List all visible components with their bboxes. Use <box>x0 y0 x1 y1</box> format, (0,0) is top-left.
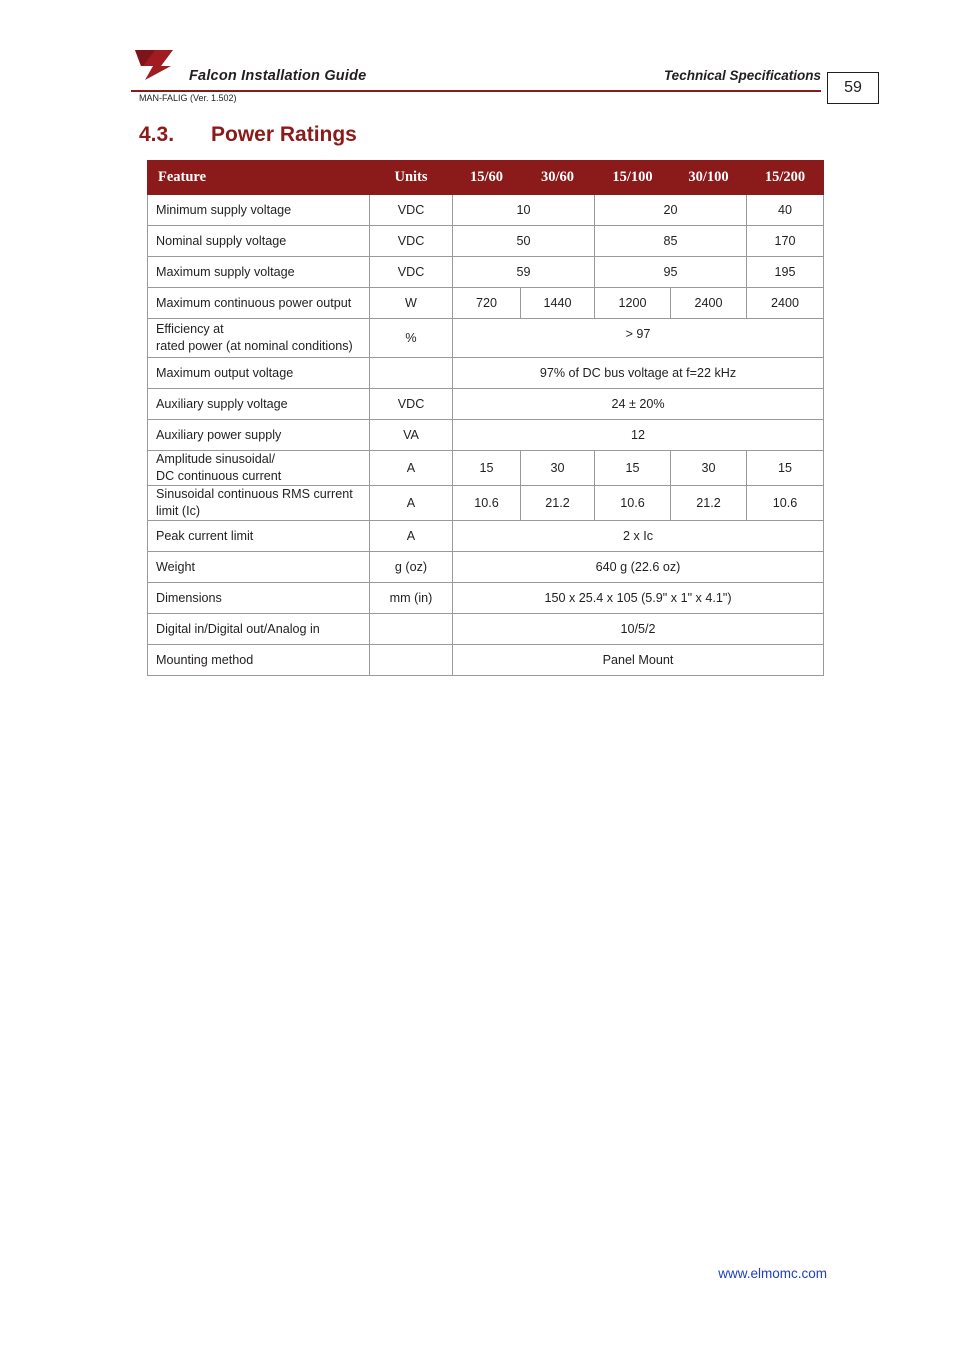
table-row <box>148 257 824 288</box>
column-header-units: Units <box>370 161 453 195</box>
cell-value: 170 <box>747 226 824 257</box>
cell-value: > 97 <box>453 319 824 358</box>
table-row <box>148 552 824 583</box>
cell-value: 640 g (22.6 oz) <box>453 552 824 583</box>
table-row <box>148 614 824 645</box>
cell-feature: Auxiliary power supply <box>148 420 370 451</box>
cell-value: 1440 <box>521 288 595 319</box>
table-row <box>148 319 824 358</box>
cell-feature: Weight <box>148 552 370 583</box>
column-header-15-60: 15/60 <box>453 161 521 195</box>
cell-feature: Auxiliary supply voltage <box>148 389 370 420</box>
cell-feature: Minimum supply voltage <box>148 195 370 226</box>
cell-value: 10 <box>453 195 595 226</box>
cell-value: 15 <box>453 451 521 486</box>
cell-value: 97% of DC bus voltage at f=22 kHz <box>453 358 824 389</box>
table-row <box>148 521 824 552</box>
column-header-15-100: 15/100 <box>595 161 671 195</box>
cell-units: % <box>370 319 453 358</box>
cell-value: 2400 <box>671 288 747 319</box>
power-ratings-table <box>147 160 823 676</box>
cell-units: VDC <box>370 195 453 226</box>
cell-feature: Sinusoidal continuous RMS current limit (Ic) <box>148 486 370 521</box>
table-row <box>148 358 824 389</box>
cell-units: mm (in) <box>370 583 453 614</box>
cell-value: 10.6 <box>453 486 521 521</box>
cell-value: 95 <box>595 257 747 288</box>
cell-units: VDC <box>370 226 453 257</box>
cell-feature: Peak current limit <box>148 521 370 552</box>
header-divider <box>131 90 821 92</box>
page-number: 59 <box>827 72 879 104</box>
table-header-row <box>148 161 824 195</box>
cell-feature: Dimensions <box>148 583 370 614</box>
cell-feature: Digital in/Digital out/Analog in <box>148 614 370 645</box>
table-row <box>148 195 824 226</box>
table-row <box>148 451 824 486</box>
cell-value: 30 <box>671 451 747 486</box>
cell-value: 12 <box>453 420 824 451</box>
cell-value: Panel Mount <box>453 645 824 676</box>
cell-units: VDC <box>370 389 453 420</box>
header-document-title: Falcon Installation Guide <box>189 68 367 84</box>
cell-value: 85 <box>595 226 747 257</box>
table-row <box>148 420 824 451</box>
cell-value: 15 <box>747 451 824 486</box>
table-row <box>148 583 824 614</box>
cell-value: 10/5/2 <box>453 614 824 645</box>
table-row <box>148 645 824 676</box>
table-row <box>148 288 824 319</box>
cell-feature: Maximum output voltage <box>148 358 370 389</box>
section-heading-text: Power Ratings <box>211 123 357 146</box>
page-title <box>139 123 357 147</box>
cell-value: 50 <box>453 226 595 257</box>
cell-units: W <box>370 288 453 319</box>
cell-units: A <box>370 486 453 521</box>
cell-units: A <box>370 451 453 486</box>
table-row <box>148 486 824 521</box>
cell-value: 720 <box>453 288 521 319</box>
cell-value: 21.2 <box>671 486 747 521</box>
cell-feature: Maximum continuous power output <box>148 288 370 319</box>
cell-feature: Maximum supply voltage <box>148 257 370 288</box>
cell-value: 2400 <box>747 288 824 319</box>
cell-feature: Amplitude sinusoidal/ DC continuous current <box>148 451 370 486</box>
footer-website-link[interactable]: www.elmomc.com <box>718 1266 827 1281</box>
cell-units <box>370 645 453 676</box>
cell-value: 24 ± 20% <box>453 389 824 420</box>
cell-value: 40 <box>747 195 824 226</box>
cell-value: 2 x Ic <box>453 521 824 552</box>
column-header-15-200: 15/200 <box>747 161 824 195</box>
cell-value: 195 <box>747 257 824 288</box>
cell-value: 150 x 25.4 x 105 (5.9" x 1" x 4.1") <box>453 583 824 614</box>
elmo-logo-icon <box>131 48 183 82</box>
cell-feature: Efficiency at rated power (at nominal conditions) <box>148 319 370 358</box>
header-chapter-title: Technical Specifications <box>663 68 821 83</box>
cell-units: VA <box>370 420 453 451</box>
cell-value: 10.6 <box>595 486 671 521</box>
cell-feature: Mounting method <box>148 645 370 676</box>
table-row <box>148 389 824 420</box>
cell-feature: Nominal supply voltage <box>148 226 370 257</box>
cell-value: 15 <box>595 451 671 486</box>
cell-units <box>370 614 453 645</box>
cell-value: 59 <box>453 257 595 288</box>
cell-value: 10.6 <box>747 486 824 521</box>
cell-value: 30 <box>521 451 595 486</box>
column-header-30-100: 30/100 <box>671 161 747 195</box>
cell-units: VDC <box>370 257 453 288</box>
cell-value: 21.2 <box>521 486 595 521</box>
cell-value: 1200 <box>595 288 671 319</box>
cell-units: A <box>370 521 453 552</box>
section-number: 4.3. <box>139 123 175 146</box>
column-header-30-60: 30/60 <box>521 161 595 195</box>
cell-value: 20 <box>595 195 747 226</box>
table-row <box>148 226 824 257</box>
page-header <box>131 48 821 103</box>
column-header-feature: Feature <box>148 161 370 195</box>
header-doc-code: MAN-FALIG (Ver. 1.502) <box>139 93 237 103</box>
cell-units <box>370 358 453 389</box>
cell-units: g (oz) <box>370 552 453 583</box>
